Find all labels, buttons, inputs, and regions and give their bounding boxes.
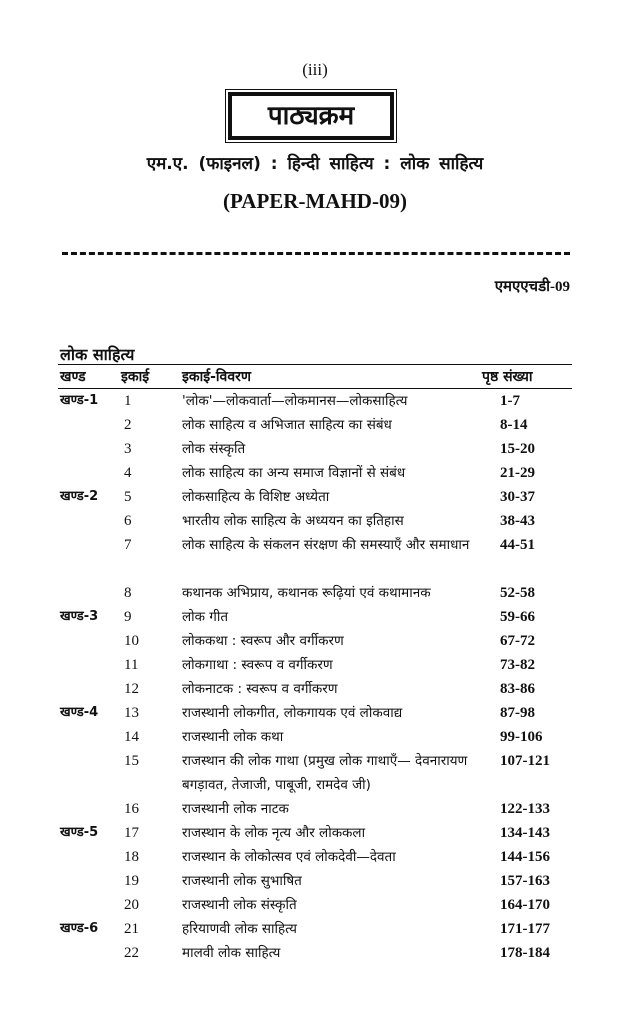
unit-number-cell: 5	[124, 489, 132, 505]
unit-number-cell: 12	[124, 681, 139, 697]
unit-title-cell: राजस्थानी लोकगीत, लोकगायक एवं लोकवाद्य	[182, 705, 403, 721]
page-title: पाठ्यक्रम	[267, 101, 355, 131]
unit-number-cell: 14	[124, 729, 139, 745]
unit-title-cell: मालवी लोक साहित्य	[182, 945, 281, 961]
unit-title-cell: राजस्थानी लोक सुभाषित	[182, 873, 302, 889]
unit-title-cell: लोक साहित्य व अभिजात साहित्य का संबंध	[182, 417, 392, 433]
page-range-cell: 178-184	[500, 945, 550, 961]
unit-number-cell: 10	[124, 633, 139, 649]
unit-title-cell: राजस्थान के लोक नृत्य और लोककला	[182, 825, 366, 841]
unit-title-cell: लोकसाहित्य के विशिष्ट अध्येता	[182, 489, 330, 505]
unit-title-cell: राजस्थान के लोकोत्सव एवं लोकदेवी—देवता	[182, 849, 396, 865]
table-row	[0, 944, 630, 968]
page-range-cell: 164-170	[500, 897, 550, 913]
course-subtitle: एम.ए. (फाइनल) : हिन्दी साहित्य : लोक साहित्य	[146, 154, 484, 174]
table-row	[0, 752, 630, 800]
unit-number-cell: 9	[124, 609, 132, 625]
header-vivaran: इकाई-विवरण	[182, 369, 251, 385]
khand-cell: खण्ड-2	[60, 489, 99, 504]
khand-cell: खण्ड-1	[60, 393, 99, 408]
course-code: एमएएचडी-09	[494, 279, 570, 295]
page-range-cell: 83-86	[500, 681, 535, 697]
unit-title-cell: 'लोक'—लोकवार्ता—लोकमानस—लोकसाहित्य	[182, 393, 408, 409]
page-range-cell: 99-106	[500, 729, 543, 745]
unit-title-cell: लोकनाटक : स्वरूप व वर्गीकरण	[182, 681, 338, 697]
page-range-cell: 15-20	[500, 441, 535, 457]
dashed-divider	[62, 252, 570, 255]
section-heading: लोक साहित्य	[60, 345, 135, 364]
page-range-cell: 21-29	[500, 465, 535, 481]
unit-title-cell: लोक गीत	[182, 609, 229, 625]
page-range-cell: 67-72	[500, 633, 535, 649]
page-range-cell: 134-143	[500, 825, 550, 841]
title-box	[228, 92, 394, 140]
khand-cell: खण्ड-4	[60, 705, 99, 720]
unit-title-cell: कथानक अभिप्राय, कथानक रूढ़ियां एवं कथामानक	[182, 585, 431, 601]
header-khand: खण्ड	[60, 369, 86, 385]
header-prishth: पृष्ठ संख्या	[482, 369, 533, 385]
page-range-cell: 73-82	[500, 657, 535, 673]
unit-number-cell: 7	[124, 537, 132, 553]
page-range-cell: 157-163	[500, 873, 550, 889]
page-range-cell: 59-66	[500, 609, 535, 625]
page-range-cell: 1-7	[500, 393, 520, 409]
unit-title-cell: लोककथा : स्वरूप और वर्गीकरण	[182, 633, 344, 649]
page-range-cell: 8-14	[500, 417, 528, 433]
unit-number-cell: 13	[124, 705, 139, 721]
unit-number-cell: 17	[124, 825, 139, 841]
unit-title-cell: लोक संस्कृति	[182, 441, 246, 457]
page-range-cell: 122-133	[500, 801, 550, 817]
unit-number-cell: 16	[124, 801, 139, 817]
unit-number-cell: 6	[124, 513, 132, 529]
unit-title-cell: राजस्थानी लोक कथा	[182, 729, 284, 745]
unit-number-cell: 1	[124, 393, 132, 409]
unit-number-cell: 2	[124, 417, 132, 433]
paper-code: (PAPER-MAHD-09)	[223, 189, 407, 213]
page-range-cell: 144-156	[500, 849, 550, 865]
contents-table	[0, 392, 630, 968]
unit-number-cell: 21	[124, 921, 139, 937]
unit-number-cell: 4	[124, 465, 132, 481]
unit-number-cell: 19	[124, 873, 139, 889]
table-header	[0, 367, 630, 387]
header-ikai: इकाई	[121, 369, 150, 385]
khand-cell: खण्ड-3	[60, 609, 99, 624]
khand-cell: खण्ड-6	[60, 921, 99, 936]
page-range-cell: 52-58	[500, 585, 535, 601]
table-row	[0, 536, 630, 584]
unit-title-cell: राजस्थानी लोक नाटक	[182, 801, 289, 817]
unit-title-cell: लोकगाथा : स्वरूप व वर्गीकरण	[182, 657, 333, 673]
unit-title-cell: लोक साहित्य का अन्य समाज विज्ञानों से संबंध	[182, 465, 406, 481]
page-range-cell: 30-37	[500, 489, 535, 505]
khand-cell: खण्ड-5	[60, 825, 99, 840]
unit-number-cell: 15	[124, 753, 139, 769]
unit-number-cell: 18	[124, 849, 139, 865]
unit-title-cell: भारतीय लोक साहित्य के अध्ययन का इतिहास	[182, 513, 404, 529]
table-top-rule	[58, 364, 572, 365]
page-number: (iii)	[302, 60, 328, 79]
unit-number-cell: 22	[124, 945, 139, 961]
page-range-cell: 44-51	[500, 537, 535, 553]
page-range-cell: 38-43	[500, 513, 535, 529]
unit-title-cell: राजस्थान की लोक गाथा (प्रमुख लोक गाथाएँ— देवनारायण बगड़ावत, तेजाजी, पाबूजी, रामदेव जी)	[182, 753, 468, 793]
unit-title-cell: राजस्थानी लोक संस्कृति	[182, 897, 297, 913]
page-range-cell: 107-121	[500, 753, 550, 769]
unit-number-cell: 11	[124, 657, 139, 673]
page-range-cell: 171-177	[500, 921, 550, 937]
unit-number-cell: 3	[124, 441, 132, 457]
unit-number-cell: 8	[124, 585, 132, 601]
unit-number-cell: 20	[124, 897, 139, 913]
unit-title-cell: हरियाणवी लोक साहित्य	[182, 921, 297, 937]
page-range-cell: 87-98	[500, 705, 535, 721]
unit-title-cell: लोक साहित्य के संकलन संरक्षण की समस्याएँ और समाधान	[182, 537, 470, 553]
